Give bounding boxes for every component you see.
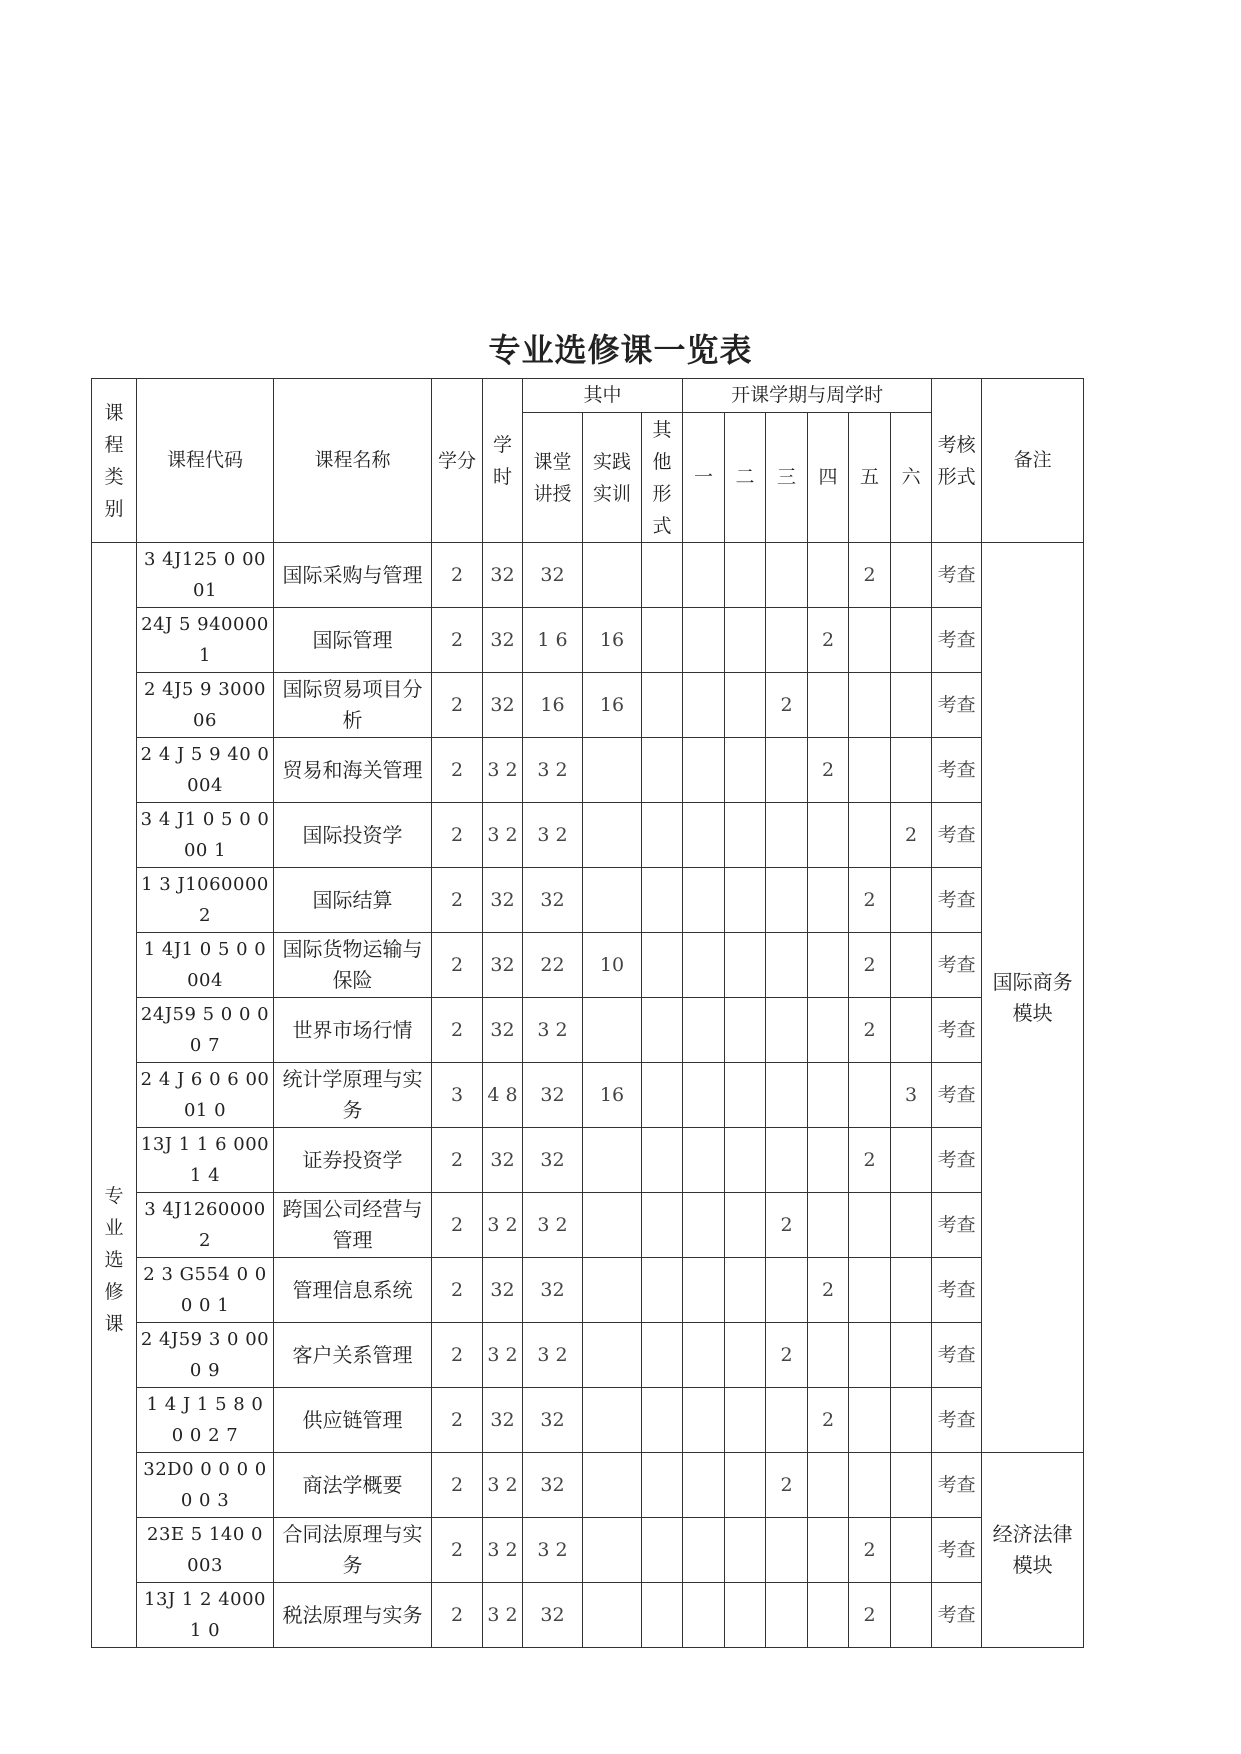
cell-s2	[725, 1323, 766, 1388]
cell-s4	[808, 868, 849, 933]
cell-name: 客户关系管理	[274, 1323, 432, 1388]
cell-lecture: 22	[523, 933, 583, 998]
cell-s6	[891, 1453, 932, 1518]
cell-hours: 3 2	[483, 1323, 523, 1388]
header-credits: 学分	[432, 379, 483, 543]
cell-credits: 2	[432, 1323, 483, 1388]
header-semester-1: 一	[683, 413, 725, 543]
table-row	[92, 1258, 1084, 1323]
cell-credits: 2	[432, 1583, 483, 1648]
cell-name: 贸易和海关管理	[274, 738, 432, 803]
cell-assessment: 考查	[932, 1388, 982, 1453]
cell-code: 2 4 J 6 0 6 0001 0	[137, 1063, 274, 1128]
cell-s5: 2	[849, 933, 891, 998]
cell-s2	[725, 803, 766, 868]
cell-s2	[725, 673, 766, 738]
cell-s4	[808, 1063, 849, 1128]
cell-s6	[891, 1193, 932, 1258]
cell-lecture: 32	[523, 1453, 583, 1518]
cell-s4: 2	[808, 1388, 849, 1453]
cell-s1	[683, 673, 725, 738]
cell-s6	[891, 543, 932, 608]
cell-lecture: 3 2	[523, 738, 583, 803]
cell-hours: 3 2	[483, 803, 523, 868]
cell-s1	[683, 803, 725, 868]
cell-practice	[583, 1453, 642, 1518]
cell-name: 国际投资学	[274, 803, 432, 868]
cell-s4	[808, 1518, 849, 1583]
cell-hours: 32	[483, 1128, 523, 1193]
cell-credits: 2	[432, 933, 483, 998]
cell-assessment: 考查	[932, 738, 982, 803]
table-row	[92, 738, 1084, 803]
cell-practice	[583, 543, 642, 608]
cell-practice	[583, 1193, 642, 1258]
cell-practice	[583, 1128, 642, 1193]
cell-lecture: 3 2	[523, 1518, 583, 1583]
cell-s3	[766, 543, 808, 608]
cell-s5	[849, 1258, 891, 1323]
cell-assessment: 考查	[932, 1453, 982, 1518]
cell-practice	[583, 738, 642, 803]
cell-s6	[891, 1518, 932, 1583]
cell-hours: 32	[483, 933, 523, 998]
cell-s1	[683, 1258, 725, 1323]
cell-code: 2 4 J 5 9 40 0 004	[137, 738, 274, 803]
cell-name: 国际采购与管理	[274, 543, 432, 608]
cell-s2	[725, 1258, 766, 1323]
cell-s4	[808, 1128, 849, 1193]
cell-s4	[808, 803, 849, 868]
header-semester-4: 四	[808, 413, 849, 543]
cell-practice: 16	[583, 608, 642, 673]
cell-hours: 3 2	[483, 1518, 523, 1583]
cell-other	[642, 1583, 683, 1648]
cell-code: 2 4J5 9 300006	[137, 673, 274, 738]
header-lecture: 课堂讲授	[523, 413, 583, 543]
cell-s6	[891, 673, 932, 738]
cell-s5	[849, 1388, 891, 1453]
cell-s5	[849, 1453, 891, 1518]
cell-hours: 3 2	[483, 738, 523, 803]
header-semester-2: 二	[725, 413, 766, 543]
cell-s2	[725, 933, 766, 998]
cell-s6	[891, 738, 932, 803]
header-semester-3: 三	[766, 413, 808, 543]
header-remarks: 备注	[982, 379, 1084, 543]
cell-name: 商法学概要	[274, 1453, 432, 1518]
cell-s3	[766, 998, 808, 1063]
table-row	[92, 1128, 1084, 1193]
cell-lecture: 32	[523, 1128, 583, 1193]
table-row	[92, 998, 1084, 1063]
cell-s1	[683, 1583, 725, 1648]
cell-name: 供应链管理	[274, 1388, 432, 1453]
cell-other	[642, 1518, 683, 1583]
cell-lecture: 32	[523, 1258, 583, 1323]
cell-hours: 32	[483, 543, 523, 608]
cell-name: 证券投资学	[274, 1128, 432, 1193]
table-row	[92, 1388, 1084, 1453]
cell-s3	[766, 868, 808, 933]
cell-other	[642, 803, 683, 868]
cell-other	[642, 1258, 683, 1323]
cell-s1	[683, 933, 725, 998]
cell-s5: 2	[849, 1583, 891, 1648]
table-row	[92, 1453, 1084, 1518]
table-row	[92, 543, 1084, 608]
cell-code: 3 4J1260000 2	[137, 1193, 274, 1258]
cell-lecture: 16	[523, 673, 583, 738]
cell-s2	[725, 1193, 766, 1258]
cell-s5	[849, 1323, 891, 1388]
cell-s1	[683, 543, 725, 608]
cell-other	[642, 998, 683, 1063]
cell-hours: 32	[483, 608, 523, 673]
cell-s3	[766, 1128, 808, 1193]
cell-s1	[683, 738, 725, 803]
cell-s3	[766, 1063, 808, 1128]
cell-practice	[583, 1518, 642, 1583]
cell-code: 2 4J59 3 0 000 9	[137, 1323, 274, 1388]
cell-s4: 2	[808, 1258, 849, 1323]
cell-practice	[583, 1388, 642, 1453]
cell-s4	[808, 1453, 849, 1518]
cell-s2	[725, 1388, 766, 1453]
cell-name: 管理信息系统	[274, 1258, 432, 1323]
cell-code: 24J 5 9400001	[137, 608, 274, 673]
cell-lecture: 32	[523, 868, 583, 933]
cell-lecture: 32	[523, 1063, 583, 1128]
cell-credits: 2	[432, 1518, 483, 1583]
cell-credits: 2	[432, 1128, 483, 1193]
cell-s5: 2	[849, 1518, 891, 1583]
cell-hours: 3 2	[483, 1453, 523, 1518]
cell-s2	[725, 1453, 766, 1518]
cell-s3	[766, 1518, 808, 1583]
cell-assessment: 考查	[932, 1258, 982, 1323]
cell-s3	[766, 738, 808, 803]
cell-other	[642, 1063, 683, 1128]
header-semester-6: 六	[891, 413, 932, 543]
table-row	[92, 1323, 1084, 1388]
cell-s5	[849, 1063, 891, 1128]
cell-s1	[683, 1388, 725, 1453]
category-cell: 专业选修课	[92, 543, 137, 1648]
cell-s4: 2	[808, 608, 849, 673]
cell-practice	[583, 1258, 642, 1323]
header-hours: 学时	[483, 379, 523, 543]
cell-credits: 2	[432, 1193, 483, 1258]
cell-code: 23E 5 140 0 003	[137, 1518, 274, 1583]
cell-lecture: 1 6	[523, 608, 583, 673]
cell-hours: 4 8	[483, 1063, 523, 1128]
cell-code: 1 4 J 1 5 8 0 0 0 2 7	[137, 1388, 274, 1453]
cell-other	[642, 1453, 683, 1518]
cell-credits: 2	[432, 868, 483, 933]
cell-practice	[583, 803, 642, 868]
cell-practice	[583, 1583, 642, 1648]
cell-s1	[683, 998, 725, 1063]
cell-s1	[683, 868, 725, 933]
cell-other	[642, 738, 683, 803]
header-assessment: 考核形式	[932, 379, 982, 543]
cell-s3	[766, 933, 808, 998]
cell-assessment: 考查	[932, 608, 982, 673]
cell-s2	[725, 543, 766, 608]
cell-s1	[683, 1193, 725, 1258]
cell-assessment: 考查	[932, 933, 982, 998]
header-practice: 实践实训	[583, 413, 642, 543]
cell-other	[642, 1128, 683, 1193]
cell-s6	[891, 868, 932, 933]
cell-assessment: 考查	[932, 1128, 982, 1193]
table-row	[92, 1518, 1084, 1583]
cell-assessment: 考查	[932, 1323, 982, 1388]
cell-s2	[725, 998, 766, 1063]
cell-credits: 2	[432, 1453, 483, 1518]
cell-s1	[683, 608, 725, 673]
course-table	[91, 378, 1084, 1648]
cell-credits: 2	[432, 608, 483, 673]
cell-s2	[725, 1518, 766, 1583]
cell-other	[642, 543, 683, 608]
table-row	[92, 673, 1084, 738]
cell-s4: 2	[808, 738, 849, 803]
cell-assessment: 考查	[932, 803, 982, 868]
cell-code: 1 4J1 0 5 0 0004	[137, 933, 274, 998]
cell-s4	[808, 1583, 849, 1648]
cell-practice: 10	[583, 933, 642, 998]
cell-s5	[849, 673, 891, 738]
cell-name: 合同法原理与实务	[274, 1518, 432, 1583]
cell-s2	[725, 1063, 766, 1128]
cell-s5: 2	[849, 998, 891, 1063]
cell-s4	[808, 1193, 849, 1258]
cell-code: 3 4 J1 0 5 0 0 00 1	[137, 803, 274, 868]
cell-lecture: 3 2	[523, 1193, 583, 1258]
cell-hours: 3 2	[483, 1193, 523, 1258]
table-row	[92, 803, 1084, 868]
cell-s3	[766, 1258, 808, 1323]
cell-lecture: 32	[523, 1388, 583, 1453]
cell-s3: 2	[766, 1193, 808, 1258]
cell-s5	[849, 738, 891, 803]
cell-s1	[683, 1063, 725, 1128]
cell-assessment: 考查	[932, 998, 982, 1063]
cell-s5: 2	[849, 1128, 891, 1193]
cell-other	[642, 1388, 683, 1453]
cell-s5	[849, 803, 891, 868]
header-of-which: 其中	[523, 379, 683, 413]
table-row	[92, 933, 1084, 998]
cell-s3: 2	[766, 673, 808, 738]
cell-name: 跨国公司经营与管理	[274, 1193, 432, 1258]
cell-other	[642, 673, 683, 738]
cell-s2	[725, 868, 766, 933]
cell-other	[642, 933, 683, 998]
cell-practice	[583, 998, 642, 1063]
cell-assessment: 考查	[932, 1193, 982, 1258]
cell-s4	[808, 933, 849, 998]
module-cell: 国际商务模块	[982, 543, 1084, 1453]
cell-assessment: 考查	[932, 1063, 982, 1128]
cell-s5	[849, 1193, 891, 1258]
header-category: 课程类别	[92, 379, 137, 543]
table-row	[92, 1583, 1084, 1648]
module-cell: 经济法律模块	[982, 1453, 1084, 1648]
cell-s5: 2	[849, 868, 891, 933]
cell-s6	[891, 998, 932, 1063]
cell-other	[642, 608, 683, 673]
cell-s6	[891, 1258, 932, 1323]
cell-s6	[891, 1583, 932, 1648]
cell-credits: 2	[432, 543, 483, 608]
cell-s3	[766, 608, 808, 673]
cell-name: 统计学原理与实务	[274, 1063, 432, 1128]
cell-s6: 3	[891, 1063, 932, 1128]
table-row	[92, 1193, 1084, 1258]
cell-other	[642, 868, 683, 933]
cell-credits: 2	[432, 673, 483, 738]
cell-code: 13J 1 1 6 0001 4	[137, 1128, 274, 1193]
cell-lecture: 32	[523, 543, 583, 608]
cell-name: 税法原理与实务	[274, 1583, 432, 1648]
cell-s3	[766, 1583, 808, 1648]
cell-s1	[683, 1518, 725, 1583]
cell-assessment: 考查	[932, 868, 982, 933]
cell-credits: 3	[432, 1063, 483, 1128]
cell-assessment: 考查	[932, 673, 982, 738]
cell-hours: 32	[483, 1388, 523, 1453]
header-other: 其他形式	[642, 413, 683, 543]
cell-credits: 2	[432, 1388, 483, 1453]
cell-s4	[808, 543, 849, 608]
cell-other	[642, 1323, 683, 1388]
cell-hours: 32	[483, 1258, 523, 1323]
table-row	[92, 1063, 1084, 1128]
header-name: 课程名称	[274, 379, 432, 543]
cell-credits: 2	[432, 1258, 483, 1323]
cell-s5: 2	[849, 543, 891, 608]
cell-hours: 32	[483, 998, 523, 1063]
table-row	[92, 608, 1084, 673]
header-semester-5: 五	[849, 413, 891, 543]
cell-s6	[891, 1128, 932, 1193]
page-title: 专业选修课一览表	[488, 331, 753, 369]
cell-assessment: 考查	[932, 1583, 982, 1648]
cell-name: 国际货物运输与保险	[274, 933, 432, 998]
cell-s2	[725, 608, 766, 673]
cell-credits: 2	[432, 998, 483, 1063]
cell-s1	[683, 1323, 725, 1388]
cell-assessment: 考查	[932, 1518, 982, 1583]
cell-credits: 2	[432, 738, 483, 803]
cell-s3	[766, 803, 808, 868]
cell-s5	[849, 608, 891, 673]
cell-assessment: 考查	[932, 543, 982, 608]
header-semester-group: 开课学期与周学时	[683, 379, 932, 413]
cell-s2	[725, 738, 766, 803]
cell-hours: 32	[483, 868, 523, 933]
cell-lecture: 32	[523, 1583, 583, 1648]
cell-code: 32D0 0 0 0 00 0 3	[137, 1453, 274, 1518]
cell-code: 3 4J125 0 0001	[137, 543, 274, 608]
cell-s6	[891, 1323, 932, 1388]
cell-practice: 16	[583, 673, 642, 738]
cell-hours: 3 2	[483, 1583, 523, 1648]
cell-s2	[725, 1583, 766, 1648]
cell-code: 2 3 G554 0 00 0 1	[137, 1258, 274, 1323]
cell-s4	[808, 673, 849, 738]
cell-s2	[725, 1128, 766, 1193]
cell-s6	[891, 933, 932, 998]
cell-s6: 2	[891, 803, 932, 868]
cell-s3: 2	[766, 1323, 808, 1388]
cell-code: 1 3 J10600002	[137, 868, 274, 933]
cell-lecture: 3 2	[523, 998, 583, 1063]
cell-name: 国际结算	[274, 868, 432, 933]
cell-s1	[683, 1453, 725, 1518]
header-code: 课程代码	[137, 379, 274, 543]
cell-s1	[683, 1128, 725, 1193]
table-row	[92, 868, 1084, 933]
cell-s4	[808, 998, 849, 1063]
cell-s4	[808, 1323, 849, 1388]
cell-practice: 16	[583, 1063, 642, 1128]
cell-s3	[766, 1388, 808, 1453]
cell-other	[642, 1193, 683, 1258]
cell-code: 24J59 5 0 0 0 0 7	[137, 998, 274, 1063]
cell-name: 国际管理	[274, 608, 432, 673]
cell-s6	[891, 1388, 932, 1453]
cell-hours: 32	[483, 673, 523, 738]
cell-lecture: 3 2	[523, 803, 583, 868]
cell-s3: 2	[766, 1453, 808, 1518]
cell-name: 世界市场行情	[274, 998, 432, 1063]
cell-practice	[583, 868, 642, 933]
cell-code: 13J 1 2 4000 1 0	[137, 1583, 274, 1648]
cell-s6	[891, 608, 932, 673]
cell-name: 国际贸易项目分析	[274, 673, 432, 738]
cell-practice	[583, 1323, 642, 1388]
cell-lecture: 3 2	[523, 1323, 583, 1388]
cell-credits: 2	[432, 803, 483, 868]
